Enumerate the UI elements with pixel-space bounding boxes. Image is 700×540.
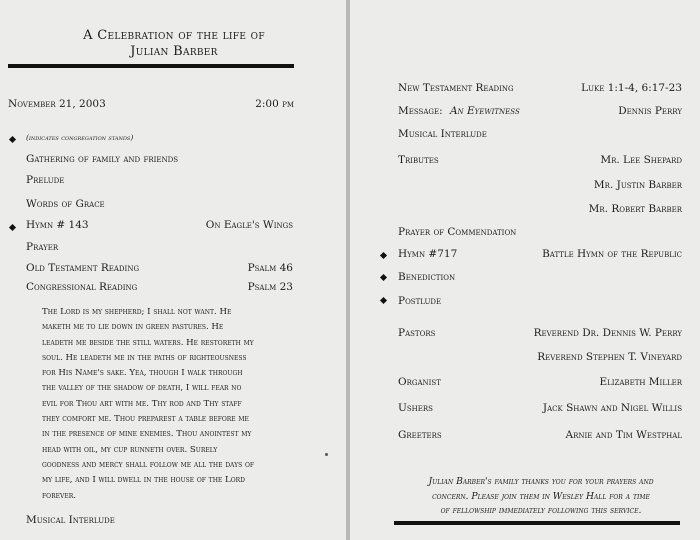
psalm-line: maketh me to lie down in green pastures. He — [42, 322, 224, 333]
family-note-line: of fellowship immediately following this service. — [440, 505, 642, 516]
bottom-rule — [394, 521, 680, 525]
psalm-line: my life, and I will dwell in the house of the Lord — [42, 475, 245, 486]
benediction: Benediction — [398, 271, 456, 283]
item-hymn-143-title: On Eagle's Wings — [205, 219, 293, 231]
tribute-1: Mr. Lee Shepard — [600, 154, 682, 166]
item-musical-interlude-left: Musical Interlude — [26, 514, 115, 526]
ushers-names: Jack Shawn and Nigel Willis — [542, 402, 682, 414]
family-note-line: Julian Barber's family thanks you for your prayers and — [428, 476, 654, 487]
pastor-1: Reverend Dr. Dennis W. Perry — [533, 327, 682, 339]
item-words-of-grace: Words of Grace — [26, 198, 105, 210]
psalm-line: forever. — [42, 490, 76, 501]
title-line-2: Julian Barber — [130, 44, 218, 59]
congregation-note: (indicates congregation stands) — [26, 133, 134, 142]
item-ot-reading-value: Psalm 46 — [247, 262, 293, 274]
item-congressional-reading: Congressional Reading — [26, 281, 138, 293]
psalm-line: The Lord is my shepherd; I shall not want. He — [42, 307, 232, 317]
item-congressional-reading-value: Psalm 23 — [247, 281, 293, 293]
psalm-23-text — [42, 305, 282, 504]
psalm-line: in the presence of mine enemies. Thou anointest my — [42, 429, 252, 440]
greeters-names: Arnie and Tim Westphal — [565, 429, 682, 441]
hymn-717-label: Hymn #717 — [398, 248, 458, 260]
psalm-line: goodness and mercy shall follow me all the days of — [42, 459, 255, 470]
musical-interlude-right: Musical Interlude — [398, 128, 487, 140]
psalm-line: they comfort me. Thou preparest a table before me — [42, 414, 249, 425]
message-prefix: Message: — [398, 105, 443, 117]
family-note — [400, 475, 682, 519]
title-rule — [8, 64, 294, 68]
ink-speck — [325, 453, 328, 456]
service-date: November 21, 2003 — [8, 98, 106, 110]
title-line-1: A Celebration of the life of — [83, 28, 265, 43]
organist-label: Organist — [398, 376, 441, 388]
postlude: Postlude — [398, 295, 442, 307]
tribute-2: Mr. Justin Barber — [593, 179, 682, 191]
message-label — [398, 105, 520, 117]
psalm-line: the valley of the shadow of death, I will fear no — [42, 383, 242, 394]
message-title: An Eyewitness — [449, 105, 520, 117]
item-prelude: Prelude — [26, 174, 65, 186]
item-hymn-143: Hymn # 143 — [26, 219, 89, 231]
tributes-label: Tributes — [398, 154, 439, 166]
right-page — [350, 0, 700, 540]
service-time: 2:00 pm — [255, 98, 294, 110]
ushers-label: Ushers — [398, 402, 433, 414]
item-prayer: Prayer — [26, 241, 59, 253]
psalm-line: leadeth me beside the still waters. He restoreth my — [42, 337, 254, 348]
psalm-line: head with oil, my cup runneth over. Surely — [42, 444, 218, 455]
family-note-line: concern. Please join them in Wesley Hall for a time — [432, 490, 650, 502]
pastors-label: Pastors — [398, 327, 436, 339]
message-speaker: Dennis Perry — [618, 105, 682, 117]
psalm-line: evil for Thou art with me. Thy rod and Thy staff — [42, 398, 242, 409]
psalm-line: soul. He leadeth me in the paths of righteousness — [42, 352, 247, 363]
greeters-label: Greeters — [398, 429, 442, 441]
item-gathering: Gathering of family and friends — [26, 153, 179, 165]
psalm-line: for His Name's sake. Yea, though I walk through — [42, 368, 243, 379]
tribute-3: Mr. Robert Barber — [588, 203, 682, 215]
organist-name: Elizabeth Miller — [599, 376, 682, 388]
nt-reading-label: New Testament Reading — [398, 82, 514, 94]
prayer-of-commendation: Prayer of Commendation — [398, 226, 517, 238]
nt-reading-value: Luke 1:1-4, 6:17-23 — [581, 82, 682, 94]
pastor-2: Reverend Stephen T. Vineyard — [537, 351, 682, 363]
hymn-717-title: Battle Hymn of the Republic — [542, 248, 682, 260]
item-ot-reading: Old Testament Reading — [26, 262, 140, 274]
